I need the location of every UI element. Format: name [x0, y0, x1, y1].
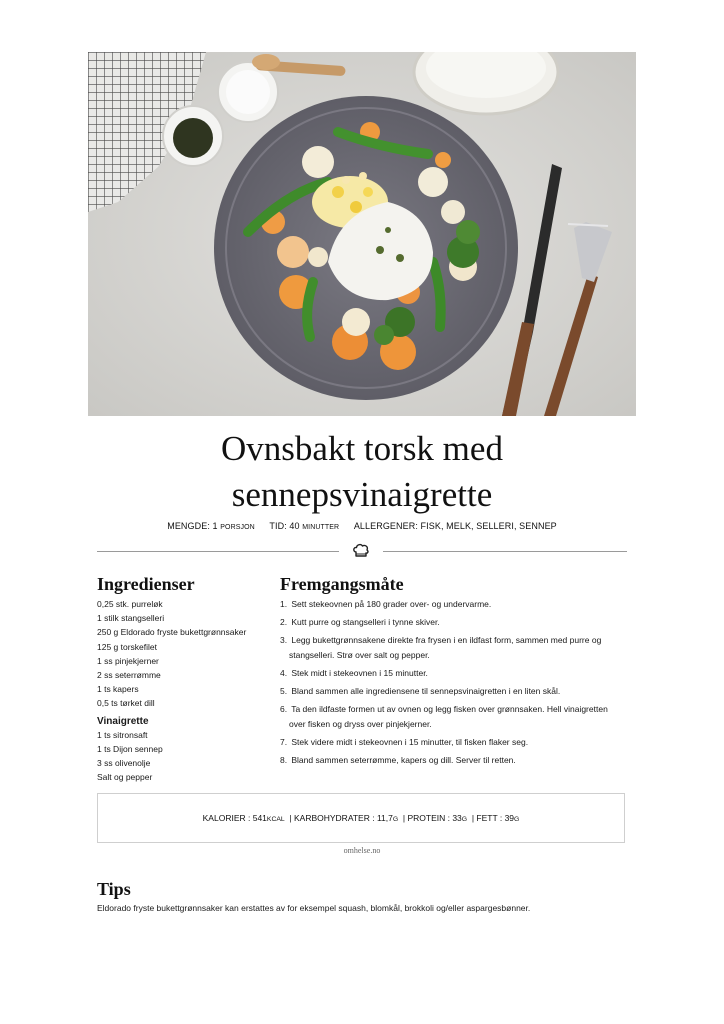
ingredient-item: 1 ss pinjekjerner	[97, 655, 159, 666]
tips-heading: Tips	[97, 879, 131, 899]
method-step: 3. Legg bukettgrønnsakene direkte fra frysen i en ildfast form, sammen med purre og stangselleri. Strø over salt og pepper.	[280, 635, 602, 660]
divider-line-left	[97, 551, 339, 552]
caper	[396, 254, 404, 262]
time: TID: 40 MINUTTER	[269, 521, 340, 531]
amount: MENGDE: 1 PORSJON	[167, 521, 255, 531]
method-steps	[280, 597, 625, 768]
method-step: 2. Kutt purre og stangselleri i tynne skiver.	[280, 617, 440, 627]
method-step: 4. Stek midt i stekeovnen i 15 minutter.	[280, 668, 428, 678]
ingredient-item: 0,25 stk. purreløk	[97, 599, 163, 609]
vinaigrette-list	[97, 728, 272, 785]
ingredient-item: 1 ts kapers	[97, 684, 139, 695]
title-line-2: sennepsvinaigrette	[231, 475, 493, 514]
method-heading: Fremgangsmåte	[280, 574, 404, 594]
method-step: 6. Ta den ildfaste formen ut av ovnen og legg fisken over grønnsaken. Hell vinaigretten over fisken og dryss over pinjekjerner.	[280, 704, 608, 729]
section-divider	[97, 543, 627, 559]
method-section	[280, 574, 625, 771]
recipe-photo	[88, 52, 636, 416]
source-credit: omhelse.no	[343, 846, 381, 855]
salt	[226, 70, 270, 114]
method-step: 7. Stek videre midt i stekeovnen i 15 minutter, til fisken flaker seg.	[280, 737, 529, 747]
method-step: 5. Bland sammen alle ingrediensene til sennepsvinaigretten i en liten skål.	[280, 686, 561, 696]
caper	[376, 246, 384, 254]
ingredients-heading: Ingredienser	[97, 574, 195, 594]
fat: | FETT : 39G	[469, 813, 520, 823]
method-step: 1. Sett stekeovnen på 180 grader over- og undervarme.	[280, 599, 492, 609]
vinaigrette-heading: Vinaigrette	[97, 715, 149, 727]
title-line-1: Ovnsbakt torsk med	[221, 429, 503, 468]
ingredient-item: 1 stilk stangselleri	[97, 613, 165, 624]
ingredient-item: 1 ts sitronsaft	[97, 729, 148, 740]
allergens: ALLERGENER: FISK, MELK, SELLERI, SENNEP	[353, 521, 557, 531]
chef-hat-icon	[352, 543, 370, 559]
tips-text: Eldorado fryste bukettgrønnsaker kan erstattes av for eksempel squash, blomkål, brokkoli og/eller aspargesbønner.	[97, 903, 531, 913]
method-step: 8. Bland sammen seterrømme, kapers og dill. Server til retten.	[280, 755, 516, 765]
carbohydrates: | KARBOHYDRATER : 11,7G	[287, 813, 399, 823]
ingredient-item: Salt og pepper	[97, 772, 153, 783]
ingredient-item: 1 ts Dijon sennep	[97, 743, 163, 754]
ingredient-item: 250 g Eldorado fryste bukettgrønnsaker	[97, 627, 247, 638]
calories: KALORIER : 541KCAL	[202, 813, 285, 823]
tips-section	[97, 879, 637, 913]
ingredient-item: 2 ss seterrømme	[97, 670, 161, 681]
spoon-bowl	[252, 54, 280, 70]
plated-cod-illustration	[88, 52, 636, 416]
recipe-title	[88, 426, 636, 518]
ingredient-item: 3 ss olivenolje	[97, 758, 151, 769]
ingredient-item: 125 g torskefilet	[97, 641, 158, 652]
ingredients-list	[97, 597, 272, 711]
divider-line-right	[383, 551, 627, 552]
dried-dill	[173, 118, 213, 158]
protein: | PROTEIN : 33G	[400, 813, 468, 823]
ingredient-item: 0,5 ts tørket dill	[97, 698, 155, 709]
caper	[385, 227, 391, 233]
nutrition-box	[97, 793, 625, 843]
ingredients-section	[97, 574, 272, 784]
recipe-meta	[88, 521, 636, 531]
